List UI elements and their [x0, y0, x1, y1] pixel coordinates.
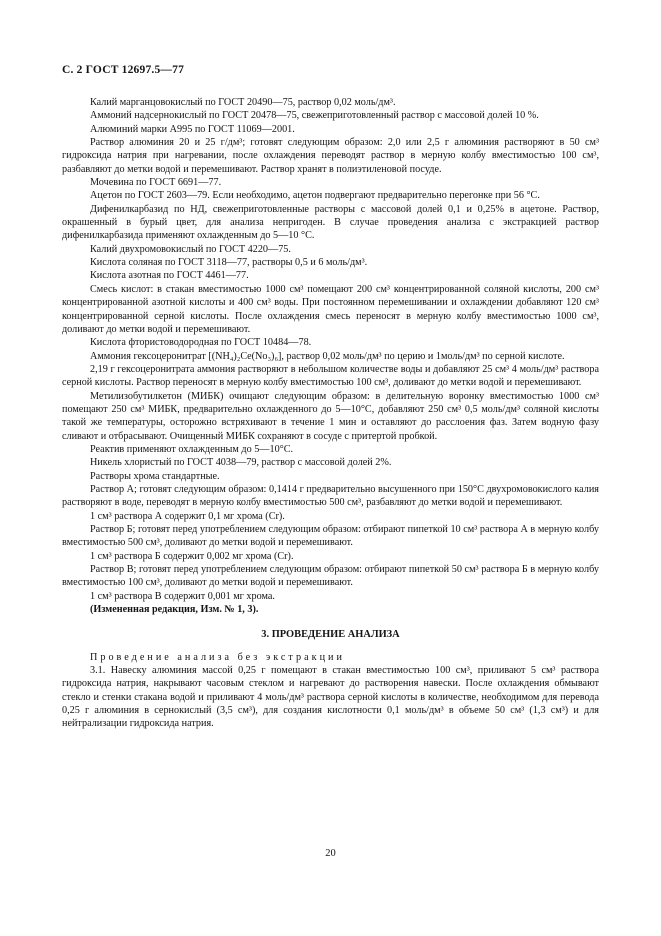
paragraph: Аммония гексоцеронитрат [(NH₄)₂Ce(No₃)₆], раствор 0,02 моль/дм³ по церию и 1моль/дм³ по серной кислоте.: [90, 350, 565, 362]
paragraph: 3.1. Навеску алюминия массой 0,25 г помещают в стакан вместимостью 100 см³, приливают 5 см³ раствора гидроксида натрия, накрывают часовым стеклом и нагревают до растворения навески. После охлаждения обмывают стекло и стенки стакана водой и приливают 4 моль/дм³ раствора серной кислоты в количестве, необходимом для перевода 0,25 г алюминия в сернокислый (3,5 см³), для создания кислотности 0,1 моль/дм³ в объеме 50 см³ (1,3 см³) и для нейтрализации гидроксида натрия.: [62, 665, 599, 730]
subsection-title: Проведение анализа без экстракции: [90, 651, 345, 663]
paragraph: Раствор Б; готовят перед употреблением следующим образом: отбирают пипеткой 10 см³ раствора А в мерную колбу вместимостью 500 см³, доливают до метки водой и перемешивают.: [62, 524, 599, 549]
paragraph: Раствор А; готовят следующим образом: 0,1414 г предварительно высушенного при 150°С двухромовокислого калия растворяют в воде, переводят в мерную колбу вместимостью 500 см³, разбавляют до метки водой и перемешивают.: [62, 483, 599, 509]
amendment-note: (Измененная редакция, Изм. № 1, 3).: [90, 604, 259, 616]
paragraph: Растворы хрома стандартные.: [90, 470, 220, 482]
section-title: 3. ПРОВЕДЕНИЕ АНАЛИЗА: [261, 629, 400, 641]
paragraph: Аммоний надсернокислый по ГОСТ 20478—75, свежеприготовленный раствор с массовой долей 10 %.: [90, 110, 539, 122]
document-body: [62, 96, 599, 731]
paragraph: 2,19 г гексоцеронитрата аммония растворяют в небольшом количестве воды и добавляют 25 см³ 4 моль/дм³ раствора серной кислоты. Раствор переносят в мерную колбу вместимостью 100 см³, доливают до метки водой и перемешивают.: [62, 363, 599, 389]
paragraph: Метилизобутилкетон (МИБК) очищают следующим образом: в делительную воронку вместимостью 1000 см³ помещают 250 см³ МИБК, предварительно охлажденного до 5—10°С, добавляют 250 см³ 0,5 моль/дм³ соляной кислоты такой же температуры, осторожно встряхивают в течение 1 мин и оставляют до расслоения фаз. Затем водную фазу сливают и отбрасывают. Очищенный МИБК сохраняют в сосуде с притертой пробкой.: [62, 390, 599, 442]
paragraph: Мочевина по ГОСТ 6691—77.: [90, 177, 222, 189]
paragraph: Никель хлористый по ГОСТ 4038—79, раствор с массовой долей 2%.: [90, 457, 392, 469]
paragraph: Калий двухромовокислый по ГОСТ 4220—75.: [90, 243, 291, 255]
paragraph: 1 см³ раствора В содержит 0,001 мг хрома.: [90, 590, 275, 602]
paragraph: 1 см³ раствора А содержит 0,1 мг хрома (Cr).: [90, 510, 285, 522]
paragraph: Дифенилкарбазид по НД, свежеприготовленные растворы с массовой долей 0,1 и 0,25% в ацетоне. Раствор, окрашенный в бурый цвет, для анализа непригоден. В случае проведения анализа с экстракцией раствор дифенилкарбазида применяют охлажденным до 5—10 °С.: [62, 203, 599, 242]
page-header: С. 2 ГОСТ 12697.5—77: [62, 64, 185, 76]
paragraph: Ацетон по ГОСТ 2603—79. Если необходимо, ацетон подвергают предварительно перегонке при 56 °С.: [90, 190, 540, 202]
paragraph: Калий марганцовокислый по ГОСТ 20490—75, раствор 0,02 моль/дм³.: [90, 97, 396, 108]
paragraph: Кислота соляная по ГОСТ 3118—77, растворы 0,5 и 6 моль/дм³.: [90, 257, 368, 269]
paragraph: Алюминий марки А995 по ГОСТ 11069—2001.: [90, 123, 295, 135]
paragraph: Раствор алюминия 20 и 25 г/дм³; готовят следующим образом: 2,0 или 2,5 г алюминия растворяют в 50 см³ гидроксида натрия при нагревании, после охлаждения переводят раствор в мерную колбу вместимостью 100 см³, разбавляют до метки водой и перемешивают. Раствор хранят в полиэтиленовой посуде.: [62, 137, 599, 175]
paragraph: Раствор В; готовят перед употреблением следующим образом: отбирают пипеткой 50 см³ раствора Б в мерную колбу вместимостью 100 см³, доливают до метки водой и перемешивают.: [62, 564, 599, 589]
paragraph: 1 см³ раствора Б содержит 0,002 мг хрома (Cr).: [90, 550, 294, 562]
paragraph: Кислота фтористоводородная по ГОСТ 10484—78.: [90, 337, 312, 349]
paragraph: Реактив применяют охлажденным до 5—10°С.: [90, 443, 294, 455]
page-number: 20: [325, 848, 336, 859]
paragraph: Кислота азотная по ГОСТ 4461—77.: [90, 270, 249, 282]
paragraph: Смесь кислот: в стакан вместимостью 1000 см³ помещают 200 см³ концентрированной соляной кислоты, 200 см³ концентрированной азотной кислоты и 400 см³ воды. При постоянном перемешивании и охлаждении добавляют 120 см³ концентрированной серной кислоты. После охлаждения смесь переносят в мерную колбу вместимостью 1000 см³, доливают до метки водой и перемешивают.: [62, 283, 599, 335]
